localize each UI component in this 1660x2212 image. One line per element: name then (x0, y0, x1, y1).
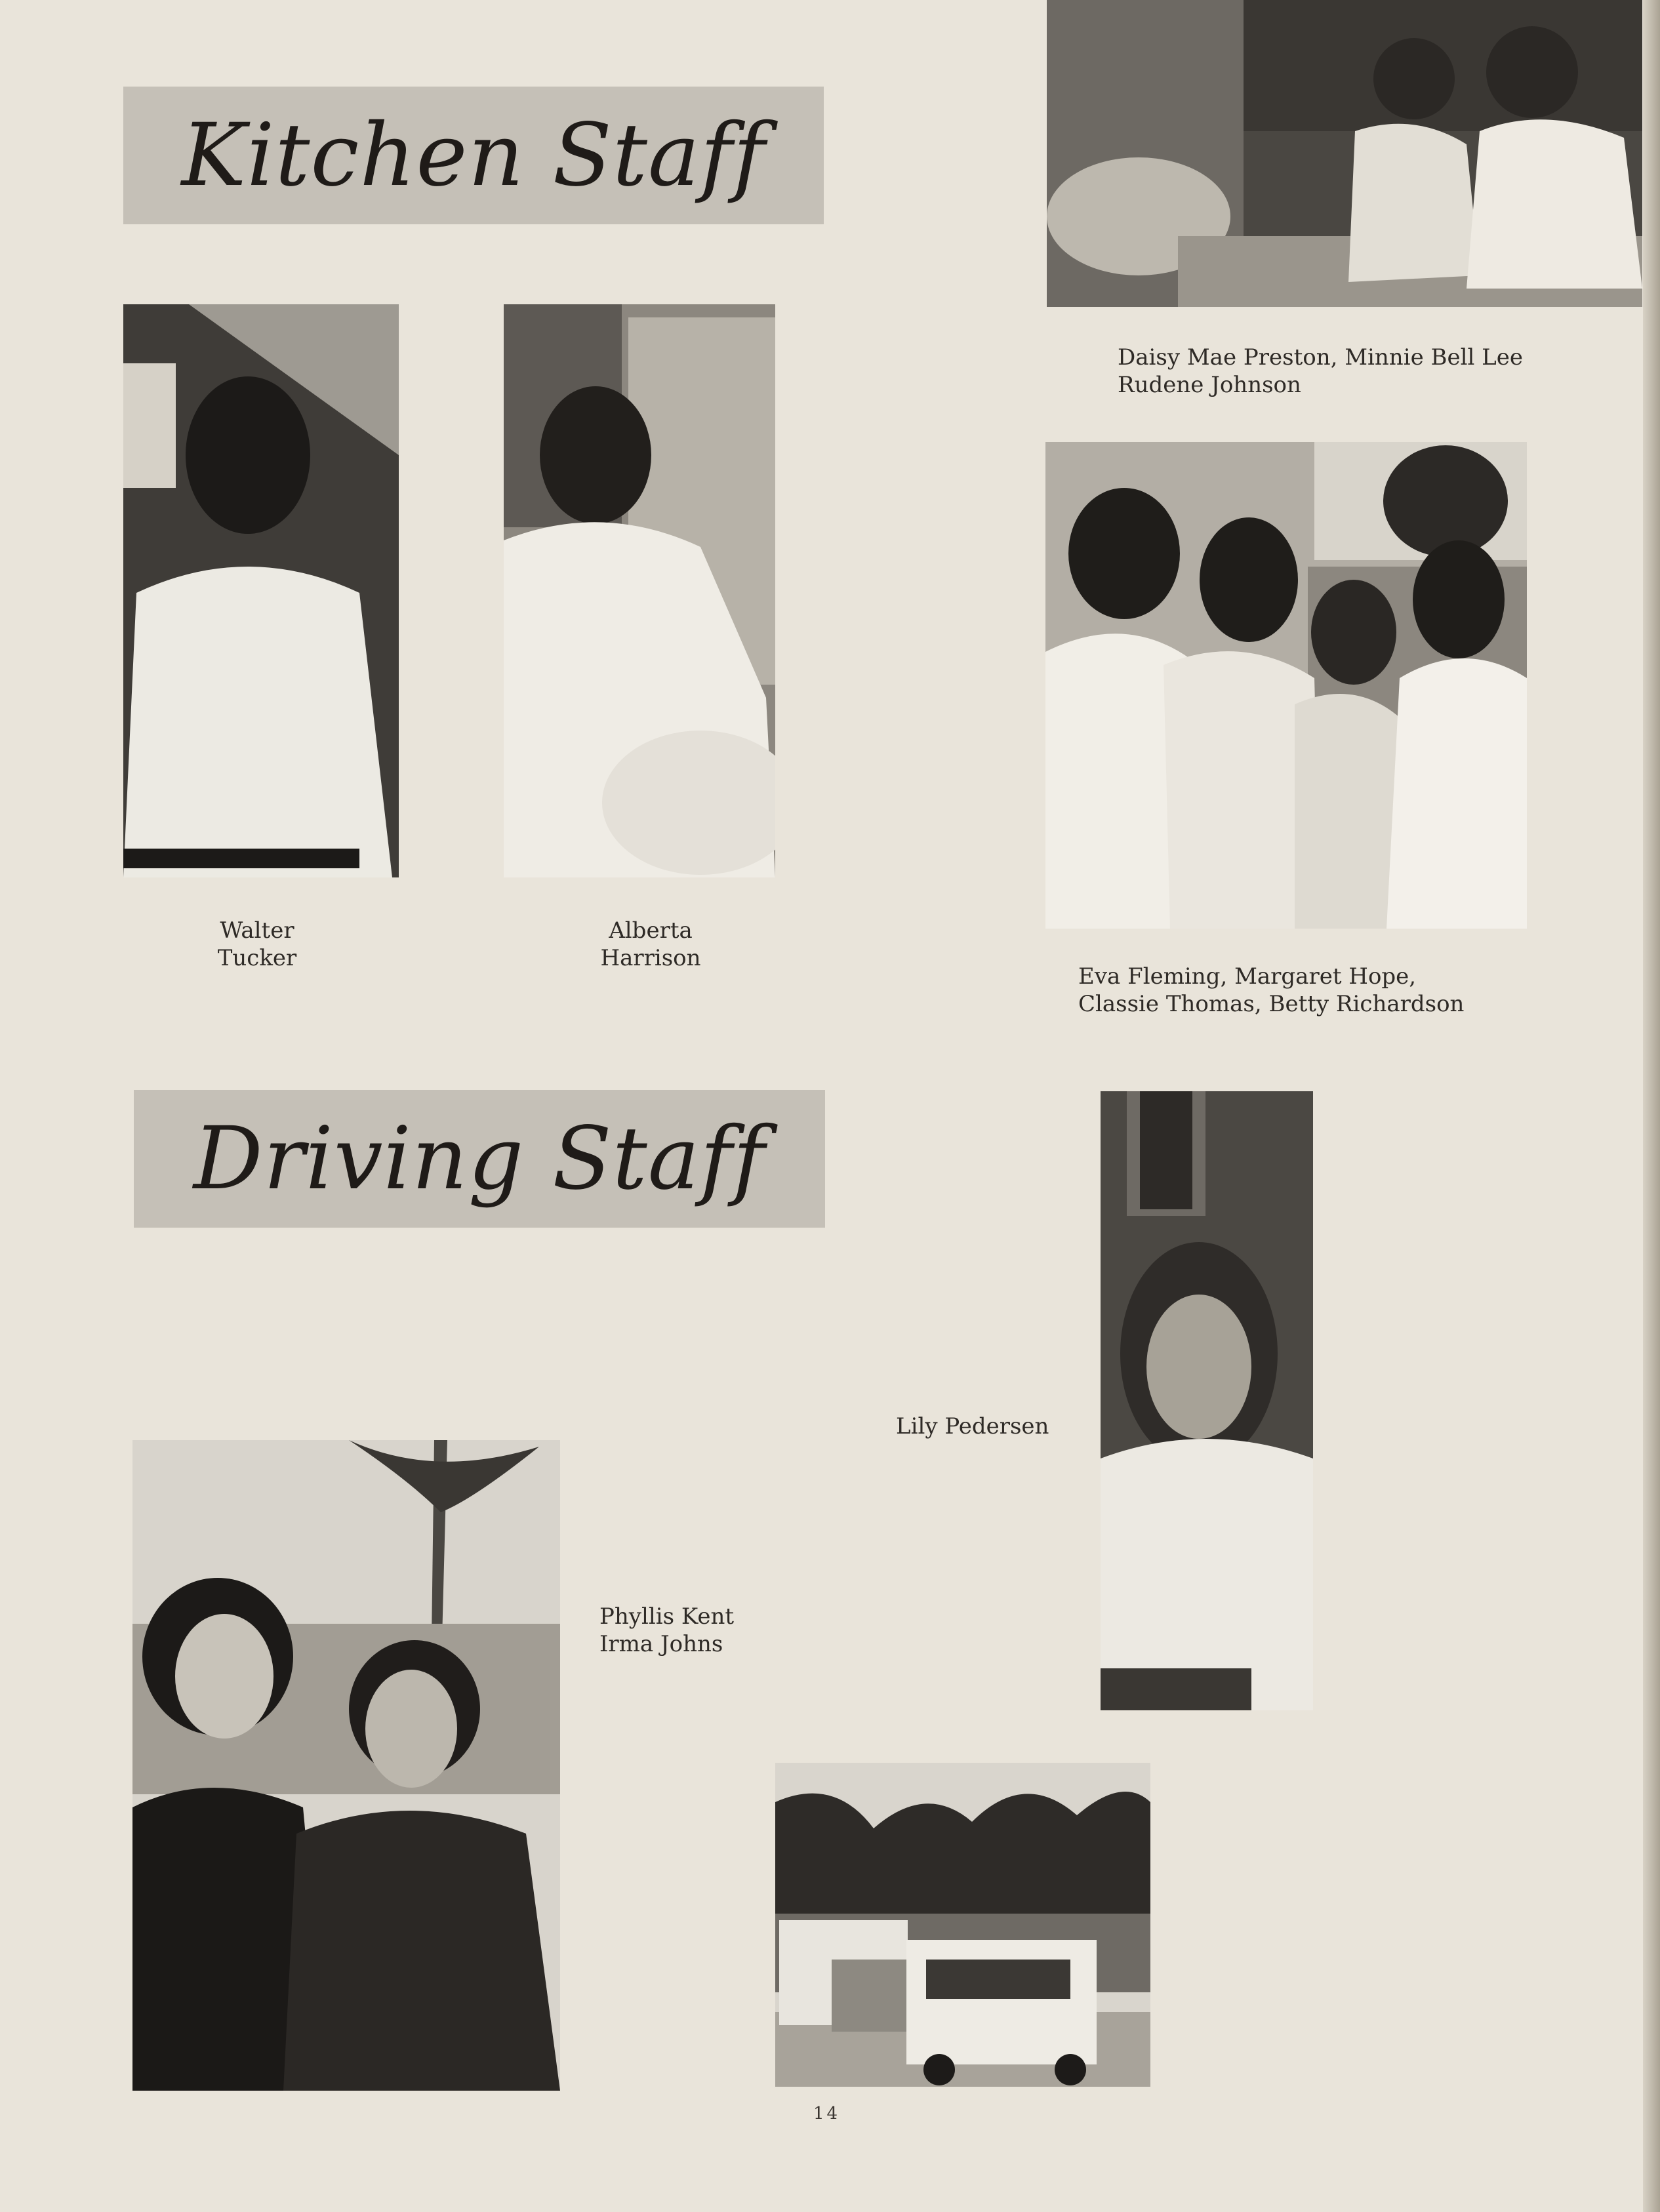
caption-line: Tucker (217, 945, 297, 971)
caption-line: Alberta (609, 917, 693, 944)
caption-phyllis-kent-irma-johns (599, 1603, 734, 1658)
caption-line: Rudene Johnson (1118, 372, 1301, 398)
caption-line: Eva Fleming, Margaret Hope, (1078, 963, 1417, 990)
photo-walter-tucker (123, 304, 399, 877)
kitchen-staff-title: Kitchen Staff (181, 105, 766, 206)
driving-staff-title: Driving Staff (193, 1108, 766, 1209)
page-number: 14 (813, 2104, 841, 2123)
caption-alberta-harrison (585, 917, 716, 972)
caption-eva-margaret-classie-betty (1078, 963, 1464, 1018)
page-edge (1643, 0, 1660, 2212)
photo-kitchen-four-women (1045, 442, 1527, 929)
caption-daisy-minnie-rudene (1118, 344, 1523, 399)
caption-line: Daisy Mae Preston, Minnie Bell Lee (1118, 344, 1523, 371)
caption-line: Walter (220, 917, 294, 944)
caption-line: Phyllis Kent (599, 1603, 735, 1630)
photo-school-buses (775, 1763, 1150, 2087)
caption-lily-pedersen (896, 1413, 1049, 1440)
caption-line: Harrison (600, 945, 701, 971)
driving-staff-heading (134, 1090, 825, 1228)
caption-line: Irma Johns (599, 1631, 723, 1657)
photo-phyllis-kent-irma-johns (132, 1440, 560, 2091)
photo-lily-pedersen (1101, 1091, 1313, 1710)
photo-alberta-harrison (504, 304, 775, 877)
photo-kitchen-three-women (1047, 0, 1642, 307)
caption-line: Lily Pedersen (896, 1413, 1049, 1439)
caption-walter-tucker (192, 917, 323, 972)
kitchen-staff-heading (123, 87, 824, 224)
caption-line: Classie Thomas, Betty Richardson (1078, 991, 1465, 1017)
